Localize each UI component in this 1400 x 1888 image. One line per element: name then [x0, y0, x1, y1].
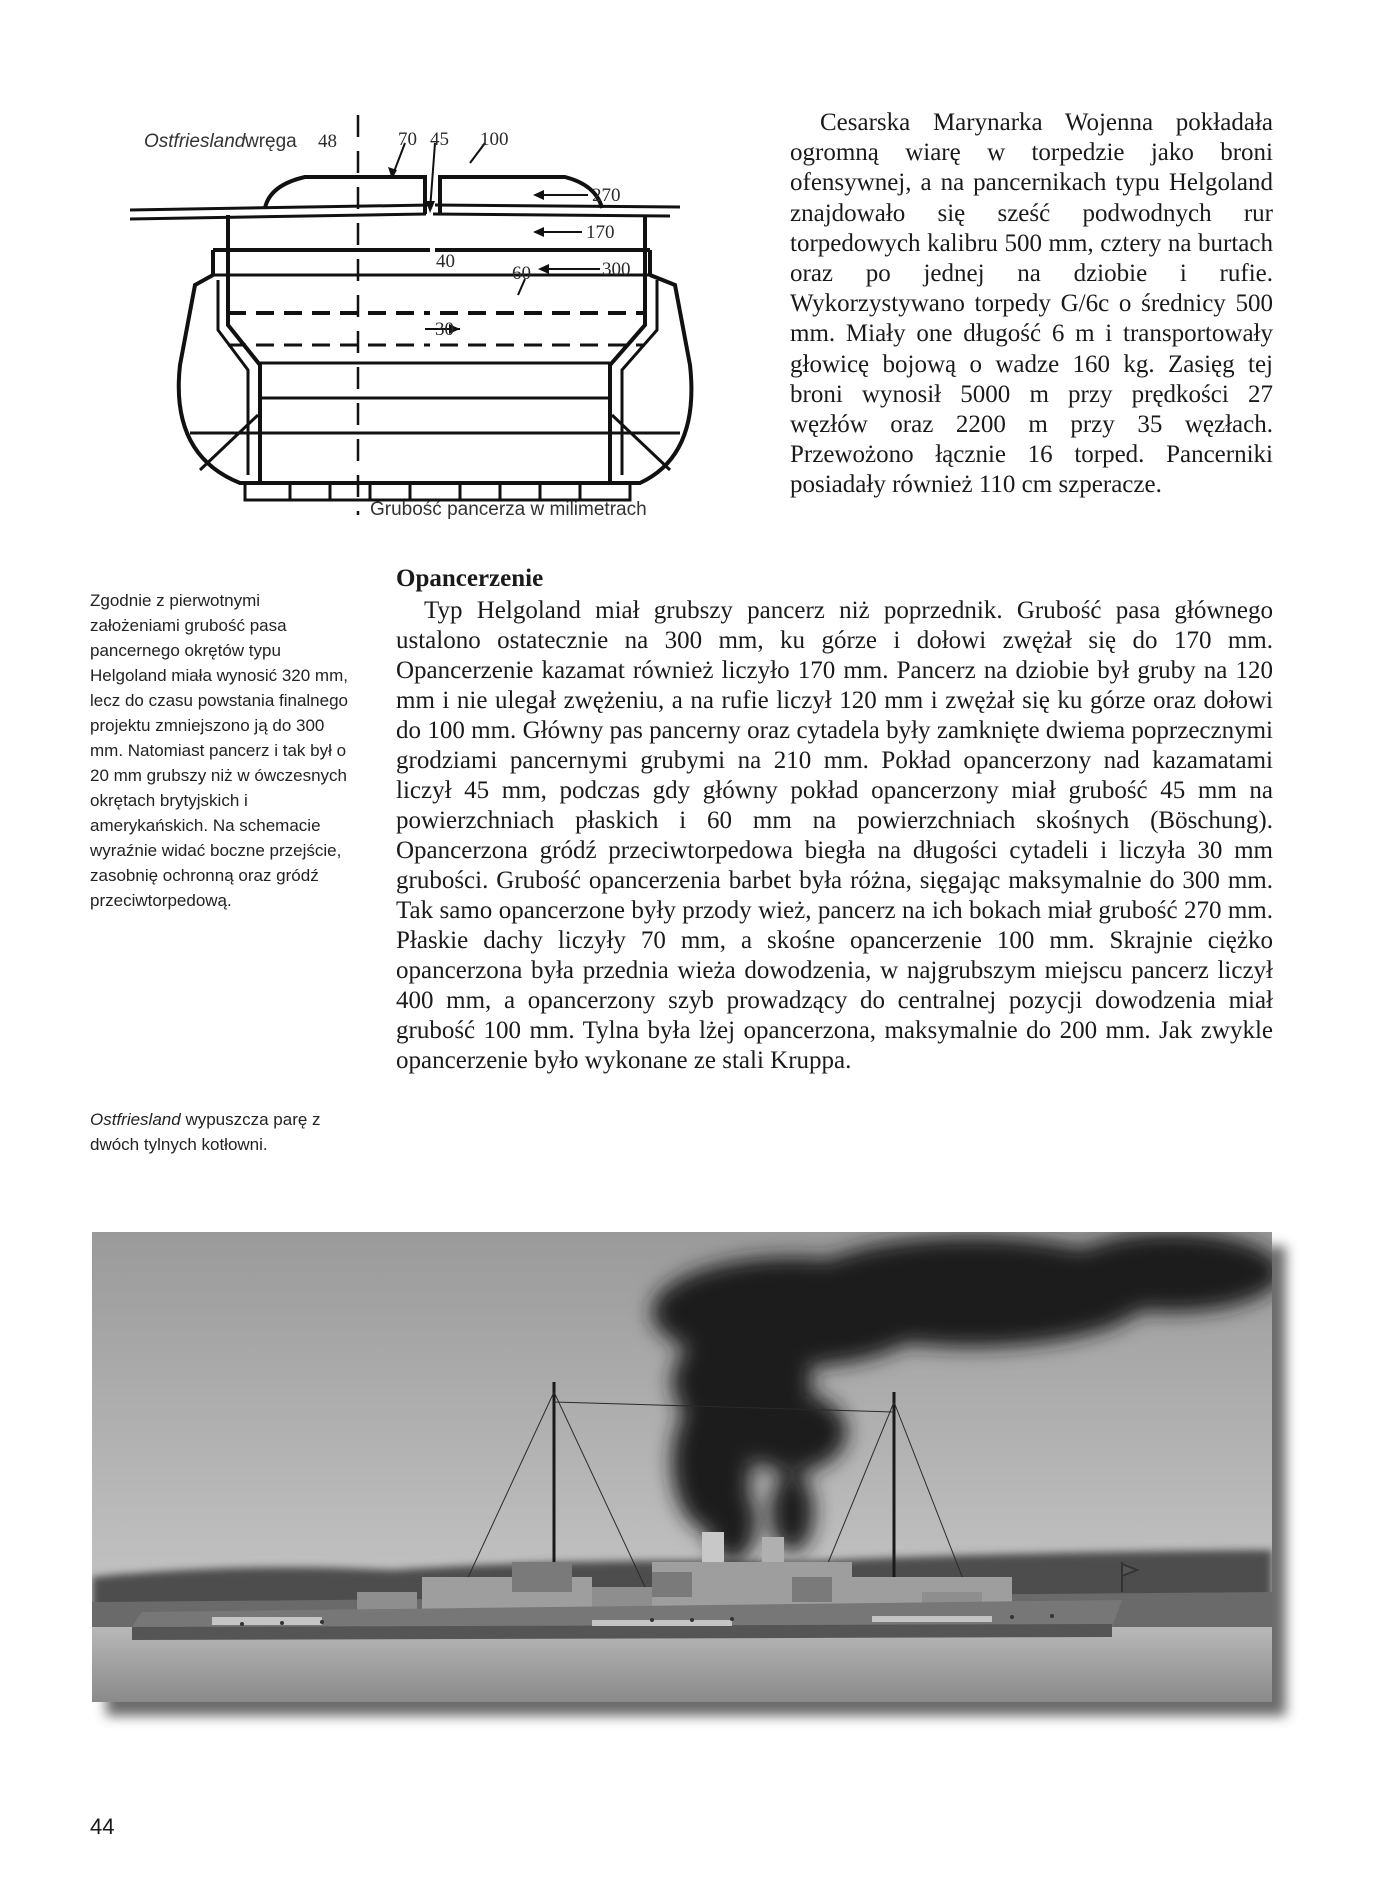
label-60: 60	[512, 263, 531, 284]
ship-photograph	[92, 1232, 1272, 1702]
section-heading: Opancerzenie	[396, 565, 544, 592]
label-170: 170	[586, 222, 615, 243]
diagram-frame-label: wręga	[245, 131, 297, 152]
section-body	[396, 596, 1273, 1076]
sidenote-photo-caption	[90, 1107, 352, 1157]
section-paragraph: Typ Helgoland miał grubszy pancerz niż poprzednik. Grubość pasa głównego ustalono ostatecznie na 300 mm, ku górze i dołowi zwężał się do 170 mm. Opancerzenie kazamat również liczyło 170 mm. Pancerz na dziobie był gruby na 120 mm i nie ulegał zwężeniu, a na rufie liczył 120 mm i zwężał się ku górze oraz dołowi do 100 mm. Główny pas pancerny oraz cytadela były zamknięte dwiema poprzecznymi grodziami pancernymi grubymi na 210 mm. Pokład opancerzony nad kazamatami liczył 45 mm, podczas gdy główny pokład opancerzony miał grubość 45 mm na powierzchniach płaskich i 60 mm na powierzchniach skośnych (Böschung). Opancerzona gródź przeciwtorpedowa biegła na długości cytadeli i liczyła 30 mm grubości. Grubość opancerzenia barbet była różna, sięgając maksymalnie do 300 mm. Tak samo opancerzone były przody wież, pancerz na ich bokach miał grubość 270 mm. Płaskie dachy liczyły 70 mm, a skośne opancerzenie 100 mm. Skrajnie ciężko opancerzona była przednia wieża dowodzenia, w najgrubszym miejscu pancerz liczył 400 mm, a opancerzony szyb prowadzący do centralnej pozycji dowodzenia miał grubość 100 mm. Tylna była lżej opancerzona, maksymalnie do 200 mm. Jak zwykle opancerzenie było wykonane ze stali Kruppa.	[396, 597, 1273, 1074]
diagram-frame-number: 48	[318, 131, 337, 152]
armor-cross-section-diagram	[130, 115, 780, 535]
diagram-ship-name: Ostfriesland	[144, 131, 246, 152]
label-300: 300	[602, 259, 631, 280]
photo-caption-text: wypuszcza parę z dwóch tylnych kotłowni.	[90, 1110, 321, 1154]
label-70: 70	[398, 129, 417, 150]
label-30: 30	[435, 319, 454, 340]
diagram-caption: Grubość pancerza w milimetrach	[370, 499, 647, 520]
intro-paragraph: Cesarska Marynarka Wojenna pokładała ogromną wiarę w torpedzie jako broni ofensywnej, a na pancernikach typu Helgoland znajdowało się sześć podwodnych rur torpedowych kalibru 500 mm, cztery na burtach oraz po jednej na dziobie i rufie. Wykorzystywano torpedy G/6c o średnicy 500 mm. Miały one długość 6 m i transportowały głowicę bojową o wadze 160 kg. Zasięg tej broni wynosił 5000 m przy prędkości 27 węzłów oraz 2200 m przy 35 węzłach. Przewożono łącznie 16 torped. Pancerniki posiadały również 110 cm szperacze.	[790, 109, 1273, 499]
page-number: 44	[90, 1814, 115, 1839]
sidenote-armor: Zgodnie z pierwotnymi założeniami grubość pasa pancernego okrętów typu Helgoland miała wynosić 320 mm, lecz do czasu powstania finalnego projektu zmniejszono ją do 300 mm. Natomiast pancerz i tak był o 20 mm grubszy niż w ówczesnych okrętach brytyjskich i amerykańskich. Na schemacie wyraźnie widać boczne przejście, zasobnię ochronną oraz gródź przeciwtorpedową.	[90, 591, 348, 910]
photo-frame	[92, 1232, 1272, 1702]
label-45: 45	[430, 129, 449, 150]
label-40: 40	[436, 251, 455, 272]
intro-text-block	[790, 108, 1273, 501]
label-100: 100	[480, 129, 509, 150]
label-270: 270	[592, 185, 621, 206]
photo-caption-ship-name: Ostfriesland	[90, 1110, 181, 1129]
